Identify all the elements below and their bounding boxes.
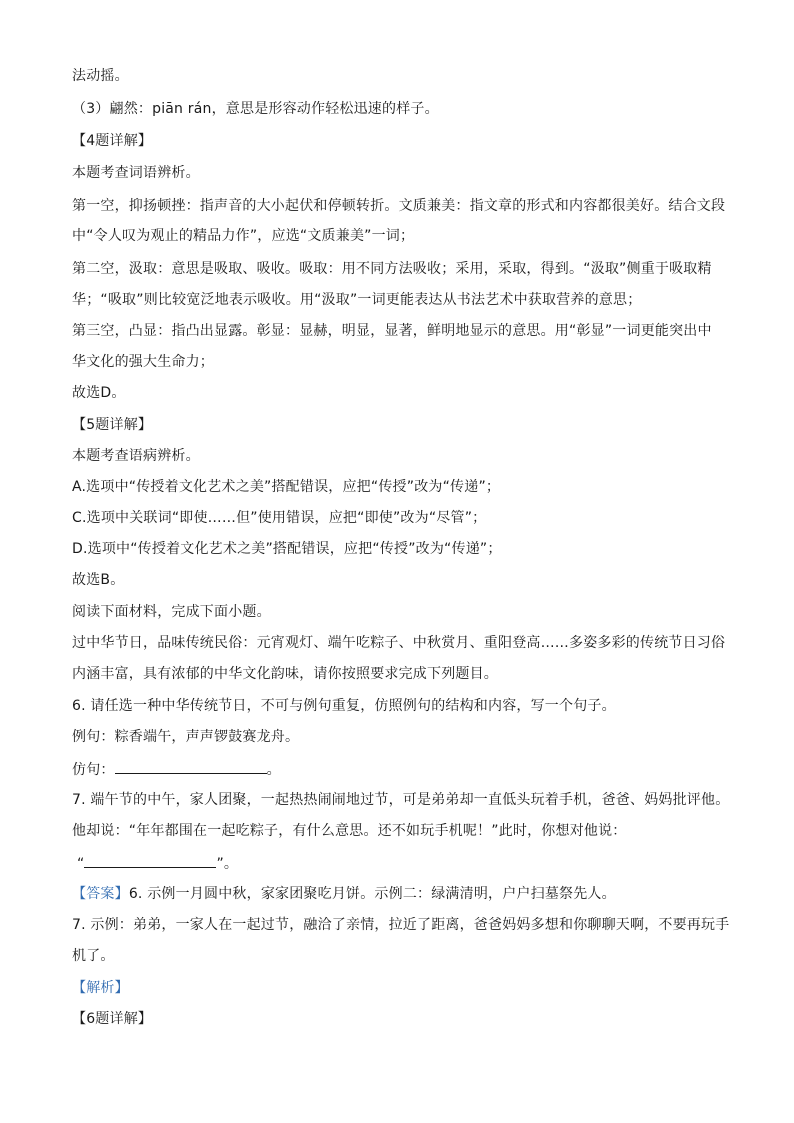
quote-blank-line	[77, 853, 238, 873]
text-line: 第二空，汲取：意思是吸取、吸收。吸取：用不同方法吸收；采用，采取，得到。“汲取”侧重于吸取精	[72, 261, 712, 277]
open-quote: “	[77, 856, 85, 872]
text-line: 第三空，凸显：指凸出显露。彰显：显赫，明显，显著，鲜明地显示的意思。用“彰显”一词更能突出中	[72, 323, 712, 339]
text-line: 法动摇。	[72, 68, 129, 84]
text-line: C.选项中关联词“即使……但”使用错误，应把“即使”改为“尽管”；	[72, 510, 487, 526]
text-line: 华；“吸取”则比较宽泛地表示吸收。用“汲取”一词更能表达从书法艺术中获取营养的意思；	[72, 292, 642, 308]
text-line: （3）翩然：piān rán，意思是形容动作轻松迅速的样子。	[72, 101, 439, 117]
text-line: 内涵丰富，具有浓郁的中华文化韵味，请你按照要求完成下列题目。	[72, 666, 498, 682]
answer-line: 7. 示例：弟弟，一家人在一起过节，融洽了亲情，拉近了距离，爸爸妈妈多想和你聊聊天啊，不要再玩手	[72, 917, 730, 933]
text-line: 阅读下面材料，完成下面小题。	[72, 604, 271, 620]
close-quote: ”。	[216, 856, 239, 872]
question-7: 7. 端午节的中午，家人团聚，一起热热闹闹地过节，可是弟弟却一直低头玩着手机，爸爸、妈妈批评他。	[72, 792, 730, 808]
analysis-tag: 【解析】	[72, 980, 129, 996]
text-line: 本题考查语病辨析。	[72, 448, 200, 464]
section-heading: 【4题详解】	[72, 133, 153, 149]
text-line: 中“令人叹为观止的精品力作”，应选“文质兼美”一词；	[72, 228, 415, 244]
text-line: 他却说：“年年都围在一起吃粽子，有什么意思。还不如玩手机呢！”此时，你想对他说：	[72, 823, 627, 839]
text-line: A.选项中“传授着文化艺术之美”搭配错误，应把“传授”改为“传递”；	[72, 479, 501, 495]
section-heading: 【5题详解】	[72, 417, 153, 433]
text-line: 本题考查词语辨析。	[72, 165, 200, 181]
text-line: D.选项中“传授着文化艺术之美”搭配错误，应把“传授”改为“传递”；	[72, 541, 502, 557]
text-line: 过中华节日，品味传统民俗：元宵观灯、端午吃粽子、中秋赏月、重阳登高……多姿多彩的传统节日习俗	[72, 635, 726, 651]
answer-blank[interactable]	[115, 759, 267, 774]
text-line: 华文化的强大生命力；	[72, 354, 214, 370]
answer-tag: 【答案】	[72, 886, 129, 902]
answer-text: 6. 示例一月圆中秋，家家团聚吃月饼。示例二：绿满清明，户户扫墓祭先人。	[128, 886, 616, 902]
imitate-sentence-line	[72, 759, 281, 779]
example-sentence: 例句：粽香端午，声声锣鼓赛龙舟。	[72, 729, 300, 745]
text-line: 故选D。	[72, 385, 126, 401]
text-line: 故选B。	[72, 572, 125, 588]
imitate-suffix: 。	[266, 762, 281, 778]
section-heading: 【6题详解】	[72, 1011, 153, 1027]
text-line: 第一空，抑扬顿挫：指声音的大小起伏和停顿转折。文质兼美：指文章的形式和内容都很美好。结合文段	[72, 198, 726, 214]
imitate-label: 仿句：	[72, 762, 115, 778]
answer-line	[72, 885, 616, 903]
answer-blank[interactable]	[84, 853, 216, 868]
text-line: 机了。	[72, 948, 115, 964]
question-6: 6. 请任选一种中华传统节日，不可与例句重复，仿照例句的结构和内容，写一个句子。	[72, 698, 616, 714]
